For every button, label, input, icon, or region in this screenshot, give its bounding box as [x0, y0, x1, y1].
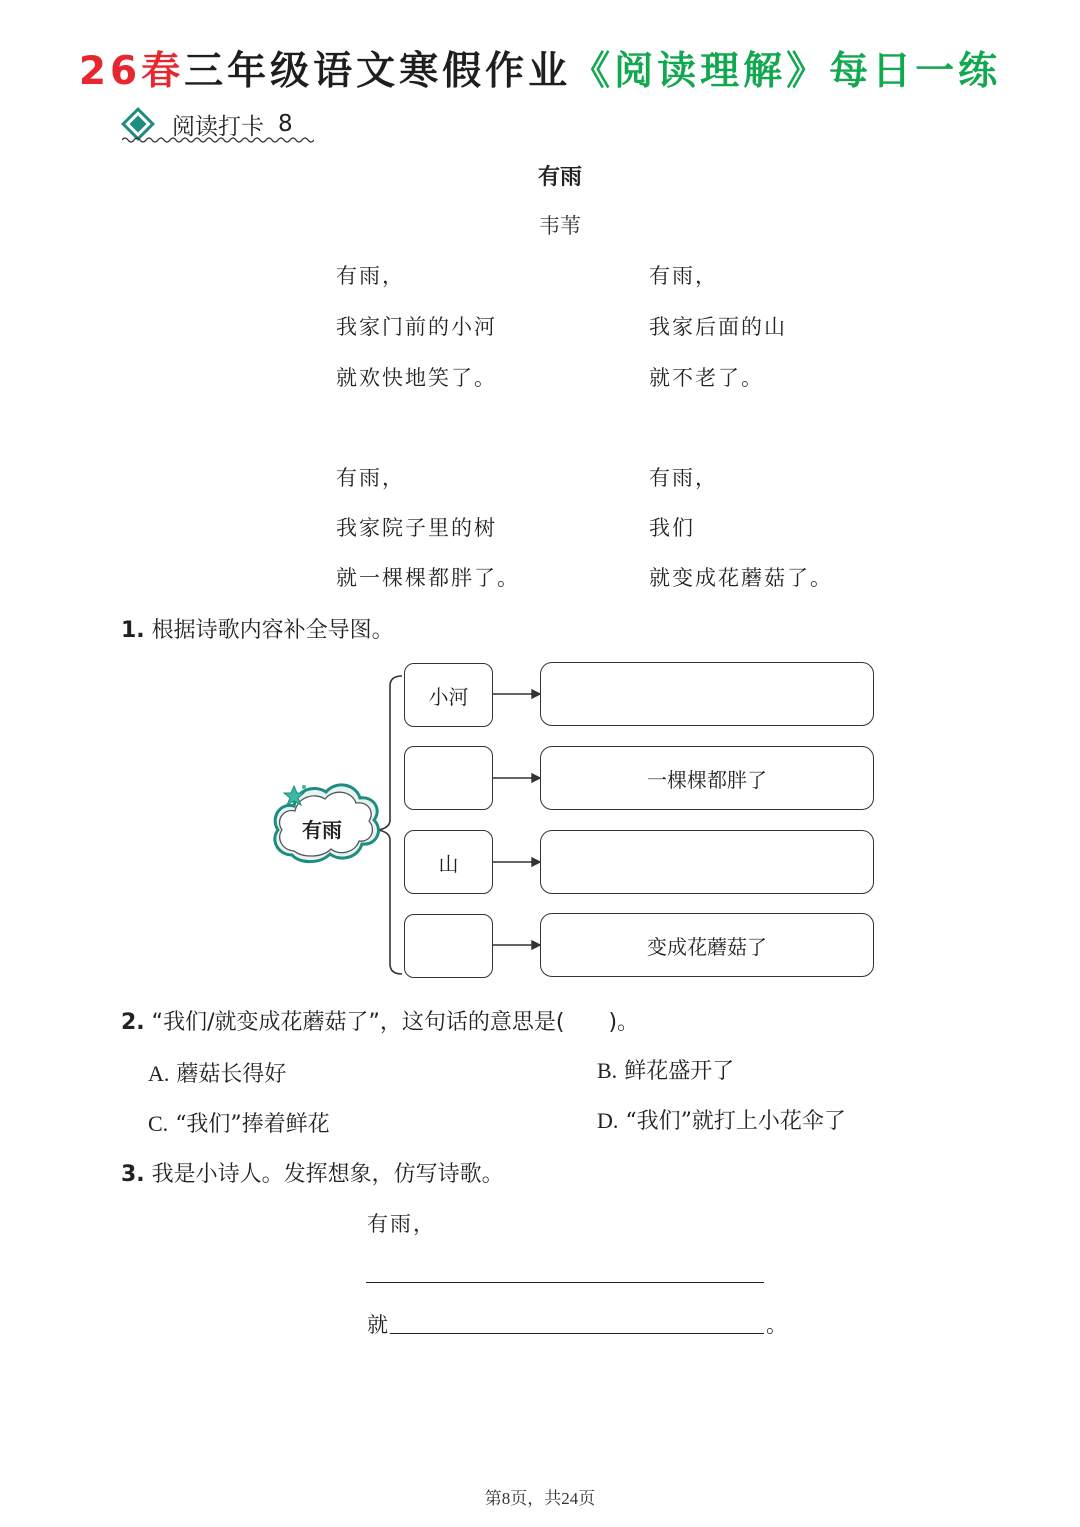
option-text: 蘑菇长得好 [176, 1062, 287, 1087]
option-c[interactable] [148, 1107, 330, 1138]
option-text: “我们”捧着鲜花 [175, 1112, 330, 1137]
poem-line: 我们 [649, 516, 695, 540]
option-letter: A. [148, 1061, 170, 1086]
option-letter: D. [597, 1108, 619, 1133]
question-number: 3. [121, 1162, 145, 1187]
poem-line: 有雨， [336, 466, 405, 490]
poem-line: 就一棵棵都胖了。 [336, 566, 520, 590]
page-footer: 第8页，共24页 [484, 1489, 596, 1508]
mindmap-node-right[interactable] [540, 830, 874, 894]
title-grade: 三年级语文寒假作业 [184, 49, 572, 94]
option-letter: B. [597, 1058, 618, 1083]
option-a[interactable] [148, 1057, 286, 1088]
poem-line: 我家门前的小河 [336, 315, 497, 339]
poem-line: 我家院子里的树 [336, 516, 497, 540]
option-text: 鲜花盛开了 [624, 1059, 735, 1084]
question-number: 2. [121, 1010, 145, 1035]
poem-line: 有雨， [649, 264, 718, 288]
poem-writing-line1: 有雨， [367, 1212, 436, 1236]
mindmap-node-right[interactable] [540, 662, 874, 726]
page-title [0, 40, 1080, 96]
question-text: 我是小诗人。发挥想象，仿写诗歌。 [151, 1162, 504, 1187]
poem-line: 就不老了。 [649, 366, 764, 390]
question-text: “我们/就变成花蘑菇了”，这句话的意思是( )。 [151, 1010, 640, 1035]
title-subject: 《阅读理解》每日一练 [571, 49, 1002, 94]
section-number: 8 [278, 111, 293, 137]
mindmap-node-right[interactable]: 一棵棵都胖了 [540, 746, 874, 810]
poem-line: 就欢快地笑了。 [336, 366, 497, 390]
mindmap-node-left[interactable] [404, 746, 493, 810]
question-3 [121, 1157, 504, 1188]
question-number: 1. [121, 618, 145, 643]
option-letter: C. [148, 1111, 169, 1136]
mindmap-node-left[interactable] [404, 914, 493, 978]
poem-line: 就变成花蘑菇了。 [649, 566, 833, 590]
poem-line: 我家后面的山 [649, 315, 787, 339]
poem-line: 有雨， [336, 264, 405, 288]
question-text: 根据诗歌内容补全导图。 [151, 618, 394, 643]
answer-line[interactable] [390, 1309, 764, 1334]
mindmap-arrows [492, 660, 542, 980]
option-text: “我们”就打上小花伞了 [625, 1109, 846, 1134]
poem-writing-prefix: 就 [367, 1313, 390, 1337]
option-d[interactable] [597, 1104, 846, 1135]
poem-author: 韦苇 [539, 214, 581, 238]
section-label: 阅读打卡 [172, 113, 264, 140]
question-1 [121, 613, 394, 644]
mindmap-center-label: 有雨 [302, 818, 342, 842]
answer-line[interactable] [366, 1258, 764, 1283]
wavy-underline [122, 136, 314, 144]
poem-line: 有雨， [649, 466, 718, 490]
poem-title: 有雨 [537, 165, 582, 190]
poem-writing-suffix: 。 [766, 1313, 789, 1337]
mindmap-node-left[interactable]: 小河 [404, 663, 493, 727]
mindmap-node-right[interactable]: 变成花蘑菇了 [540, 913, 874, 977]
option-b[interactable] [597, 1054, 734, 1085]
mindmap-node-left[interactable]: 山 [404, 830, 493, 894]
question-2 [121, 1005, 639, 1036]
title-year: 26春 [78, 49, 185, 94]
